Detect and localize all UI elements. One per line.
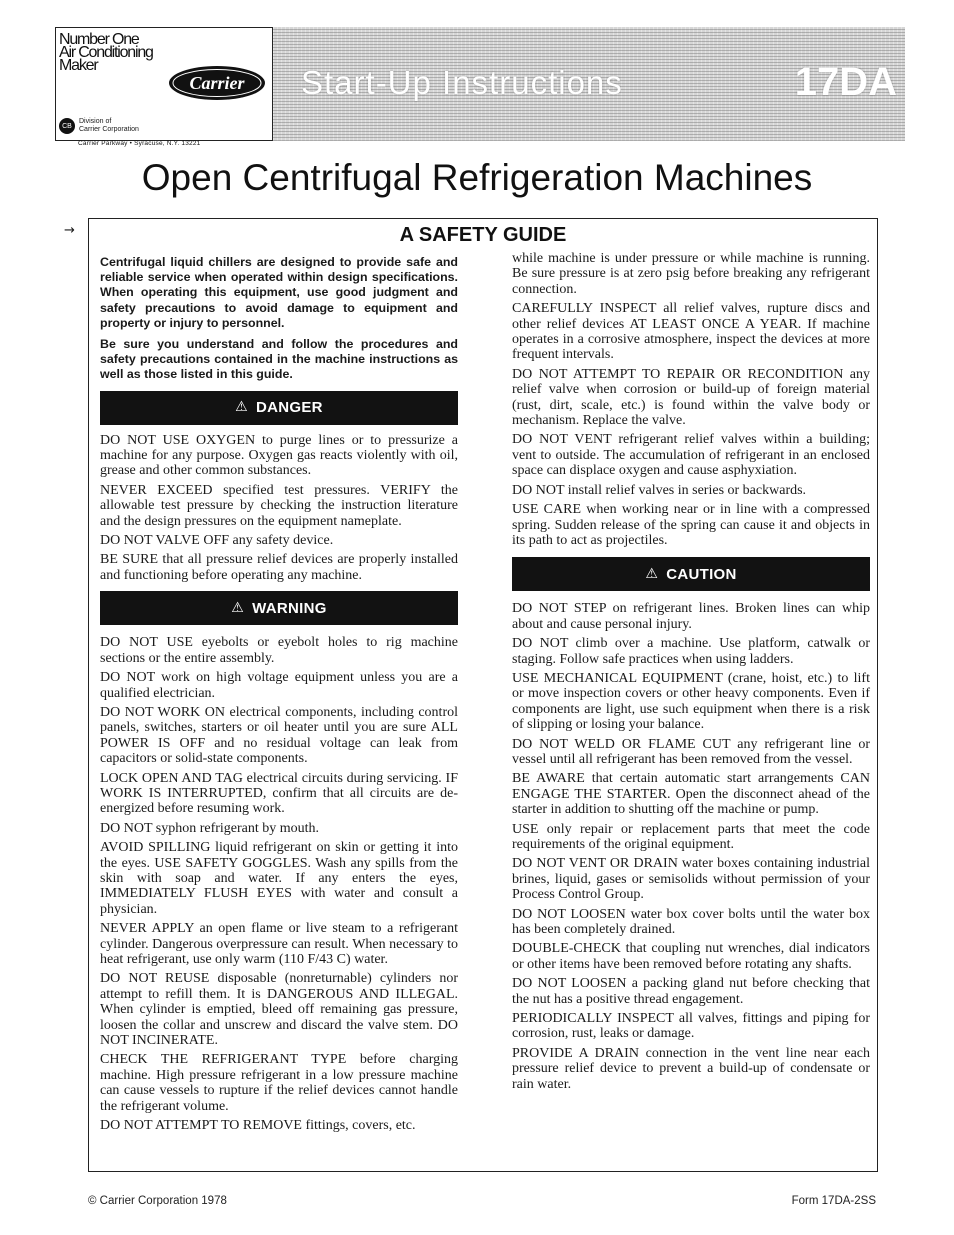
carrier-logo (168, 64, 266, 102)
warning-item: CHECK THE REFRIGERANT TYPE before charging machine. High pressure refrigerant in a low pressure machine can cause vessels to rupture if the relief devices cannot handle the refrigerant volume. (100, 1052, 458, 1114)
copyright: © Carrier Corporation 1978 (88, 1195, 227, 1207)
caution-label: CAUTION (666, 565, 737, 583)
caution-item: DO NOT LOOSEN water box cover bolts until the water box has been completely drained. (512, 906, 870, 938)
caution-item: DO NOT climb over a machine. Use platform, catwalk or staging. Follow safe practices when using ladders. (512, 636, 870, 667)
warning-item: AVOID SPILLING liquid refrigerant on skin or getting it into the eyes. USE SAFETY GOGGLES. Wash any spills from the skin with soap and water. If any enters the eyes, IMMEDIATELY FLUSH EYES with water and consult a physician. (100, 840, 458, 917)
warning-item: DO NOT work on high voltage equipment unless you are a qualified electrician. (100, 670, 458, 701)
model-code: 17DA (794, 60, 897, 104)
caution-item: PERIODICALLY INSPECT all valves, fittings and piping for corrosion, rust, leaks or damage. (512, 1011, 870, 1042)
tagline-line: Number One (59, 31, 139, 48)
warning-item: LOCK OPEN AND TAG electrical circuits during servicing. IF WORK IS INTERRUPTED, confirm that all circuits are de-energized before resuming work. (100, 770, 458, 817)
intro-paragraph: Be sure you understand and follow the procedures and safety precautions contained in the machine instructions as well as those listed in this guide. (100, 337, 458, 382)
brand-box (55, 27, 273, 141)
danger-bar (100, 391, 458, 425)
tagline-line: Air Conditioning (59, 44, 153, 61)
caution-item: DO NOT VENT OR DRAIN water boxes containing industrial brines, liquid, gases or semisolids without permission of your Process Control Group. (512, 856, 870, 903)
warning-item: DO NOT ATTEMPT TO REPAIR OR RECONDITION any relief valve when corrosion or build-up of foreign material (rust, dirt, scale, etc.) is found within the valve body or mechanism. Replace the valve. (512, 366, 870, 429)
warning-label: WARNING (252, 599, 327, 617)
warning-item: DO NOT VENT refrigerant relief valves within a building; vent to outside. The accumulation of refrigerant in an enclosed space can displace oxygen and cause asphyxiation. (512, 432, 870, 479)
right-column (512, 251, 870, 1096)
left-column (100, 255, 458, 1137)
margin-arrow-icon: → (64, 223, 75, 238)
division-info (59, 118, 139, 134)
danger-item: DO NOT USE OXYGEN to purge lines or to pressurize a machine for any purpose. Oxygen gas reacts violently with oil, grease and other common substances. (100, 432, 458, 479)
warning-item: DO NOT install relief valves in series or backwards. (512, 482, 807, 498)
caution-item: PROVIDE A DRAIN connection in the vent line near each pressure relief device to prevent a build-up of condensate or rain water. (512, 1045, 870, 1092)
caution-bar (512, 557, 870, 591)
caution-item: BE AWARE that certain automatic start arrangements CAN ENGAGE THE STARTER. Open the disconnect ahead of the starter in addition to shutting off the machine or pump. (512, 771, 870, 818)
header-banner (273, 27, 905, 141)
caution-item: DO NOT STEP on refrigerant lines. Broken lines can whip about and cause personal injury. (512, 601, 870, 632)
logo-text: Carrier (189, 73, 245, 93)
warning-triangle-icon: ⚠ (231, 599, 245, 616)
warning-item: DO NOT REUSE disposable (nonreturnable) cylinders nor attempt to refill them. It is DANGEROUS AND ILLEGAL. When cylinder is emptied, bleed off remaining gas pressure, loosen the collar and unscrew and discard the valve stem. DO NOT INCINERATE. (100, 971, 458, 1049)
division-line: Division of (79, 118, 112, 125)
warning-bar (100, 591, 458, 625)
warning-triangle-icon: ⚠ (235, 398, 249, 415)
danger-label: DANGER (256, 398, 323, 416)
tagline (59, 33, 153, 72)
form-number: Form 17DA-2SS (791, 1195, 876, 1207)
division-badge-icon: CB (59, 118, 75, 134)
danger-item: DO NOT VALVE OFF any safety device. (100, 533, 334, 549)
banner-title: Start-Up Instructions (301, 64, 623, 101)
warning-item: DO NOT syphon refrigerant by mouth. (100, 820, 320, 836)
tagline-line: Maker (59, 57, 98, 74)
warning-item: DO NOT ATTEMPT TO REMOVE fittings, covers, etc. (100, 1118, 416, 1134)
warning-item: DO NOT WORK ON electrical components, including control panels, switches, starters or oil heater until you are sure ALL POWER IS OFF and no residual voltage can leak from capacitors or solid-state components. (100, 704, 458, 767)
caution-item: USE only repair or replacement parts that meet the code requirements of the original equipment. (512, 821, 870, 852)
caution-item: DO NOT LOOSEN a packing gland nut before checking that the nut has a positive thread engagement. (512, 976, 870, 1007)
warning-item: USE CARE when working near or in line with a compressed spring. Sudden release of the spring can cause it and objects in its path to act as projectiles. (512, 502, 870, 548)
caution-item: USE MECHANICAL EQUIPMENT (crane, hoist, etc.) to lift or move inspection covers or other heavy components. Even if components are light, use such equipment when there is a risk of slipping or losing your balance. (512, 670, 870, 733)
warning-item: NEVER APPLY an open flame or live steam to a refrigerant cylinder. Dangerous overpressure can result. When necessary to heat refrigerant, use only warm (110 F/43 C) water. (100, 921, 458, 967)
intro-paragraph: Centrifugal liquid chillers are designed to provide safe and reliable service when operated within design specifications. When operating this equipment, use good judgment and safety precautions to avoid damage to equipment and property or injury to personnel. (100, 255, 458, 330)
warning-item: CAREFULLY INSPECT all relief valves, rupture discs and other relief devices AT LEAST ONCE A YEAR. If machine operates in a corrosive atmosphere, inspect the devices at more frequent intervals. (512, 301, 870, 363)
guide-title: A SAFETY GUIDE (399, 224, 567, 246)
warning-item: DO NOT USE eyebolts or eyebolt holes to rig machine sections or the entire assembly. (100, 635, 458, 666)
caution-item: DOUBLE-CHECK that coupling nut wrenches, dial indicators or other items have been removed before rotating any shafts. (512, 941, 870, 972)
page-title: Open Centrifugal Refrigeration Machines (141, 157, 813, 198)
warning-triangle-icon: ⚠ (645, 565, 659, 582)
caution-item: DO NOT WELD OR FLAME CUT any refrigerant line or vessel until all refrigerant has been removed from the vessel. (512, 736, 870, 767)
warning-item: while machine is under pressure or while machine is running. Be sure pressure is at zero psig before breaking any refrigerant connection. (512, 251, 870, 297)
address: Carrier Parkway • Syracuse, N.Y. 13221 (78, 140, 201, 147)
division-line: Carrier Corporation (79, 126, 139, 133)
danger-item: BE SURE that all pressure relief devices are properly installed and functioning before operating any machine. (100, 552, 458, 583)
danger-item: NEVER EXCEED specified test pressures. VERIFY the allowable test pressure by checking the instruction literature and the design pressures on the equipment nameplate. (100, 482, 458, 529)
